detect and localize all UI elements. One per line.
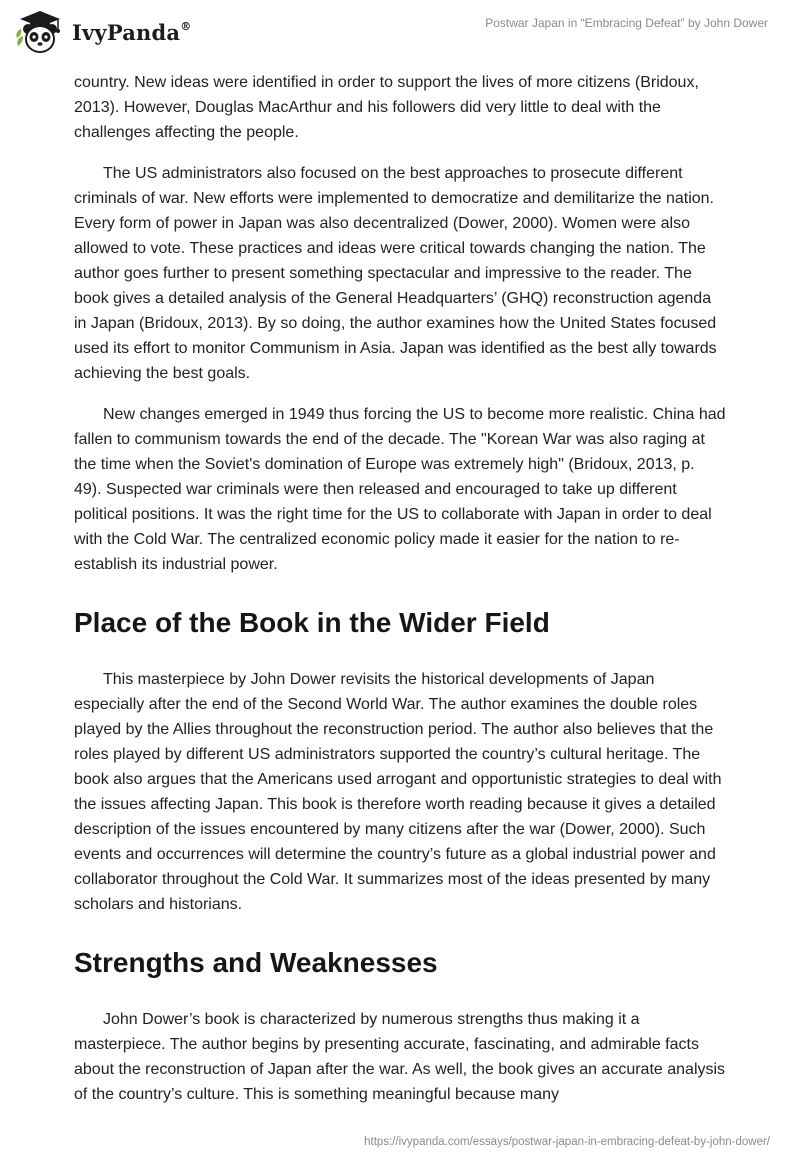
source-url[interactable]: https://ivypanda.com/essays/postwar-japan-in-embracing-defeat-by-john-dower/ [364,1136,770,1148]
paragraph: New changes emerged in 1949 thus forcing the US to become more realistic. China had fallen to communism towards the end of the decade. The "Korean War was also raging at the time when the Soviet's domination of Europe was extremely high" (Bridoux, 2013, p. 49). Suspected war criminals were then released and encouraged to take up different political positions. It was the right time for the US to collaborate with Japan in order to deal with the Cold War. The centralized economic policy made it easier for the nation to re-establish its industrial power. [74,406,726,573]
brand-name: IvyPanda® [72,19,192,45]
paragraph: country. New ideas were identified in order to support the lives of more citizens (Bridoux, 2013). However, Douglas MacArthur and his followers did very little to deal with the challenges affecting the people. [74,74,699,141]
paragraph: John Dower’s book is characterized by numerous strengths thus making it a masterpiece. The author begins by presenting accurate, fascinating, and admirable facts about the reconstruction of Japan after the war. As well, the book gives an accurate analysis of the country’s culture. This is something meaningful because many [74,1011,726,1103]
document-title: Postwar Japan in “Embracing Defeat” by John Dower [485,16,768,30]
ivypanda-logo[interactable] [14,8,191,56]
paragraph: This masterpiece by John Dower revisits the historical developments of Japan especially after the end of the Second World War. The author examines the double roles played by the Allies throughout the reconstruction period. The author also believes that the roles played by different US administrators supported the country’s cultural heritage. The book also argues that the Americans used arrogant and opportunistic strategies to deal with the issues affecting Japan. This book is therefore worth reading because it gives a detailed description of the issues encountered by many citizens after the war (Dower, 2000). Such events and occurrences will determine the country’s future as a global industrial power and collaborator throughout the Cold War. It summarizes most of the ideas presented by many scholars and historians. [74,671,722,913]
section-heading-wider-field: Place of the Book in the Wider Field [74,607,550,638]
paragraph: The US administrators also focused on the best approaches to prosecute different criminals of war. New efforts were implemented to democratize and demilitarize the nation. Every form of power in Japan was also decentralized (Dower, 2000). Women were also allowed to vote. These practices and ideas were critical towards changing the nation. The author goes further to present something spectacular and impressive to the reader. The book gives a detailed analysis of the General Headquarters’ (GHQ) reconstruction agenda in Japan (Bridoux, 2013). By so doing, the author examines how the United States focused used its effort to monitor Communism in Asia. Japan was identified as the best ally towards achieving the best goals. [74,165,717,382]
page-header [0,0,800,64]
panda-graduate-icon [14,8,66,56]
section-heading-strengths-weaknesses: Strengths and Weaknesses [74,947,438,978]
essay-content [74,70,726,1107]
